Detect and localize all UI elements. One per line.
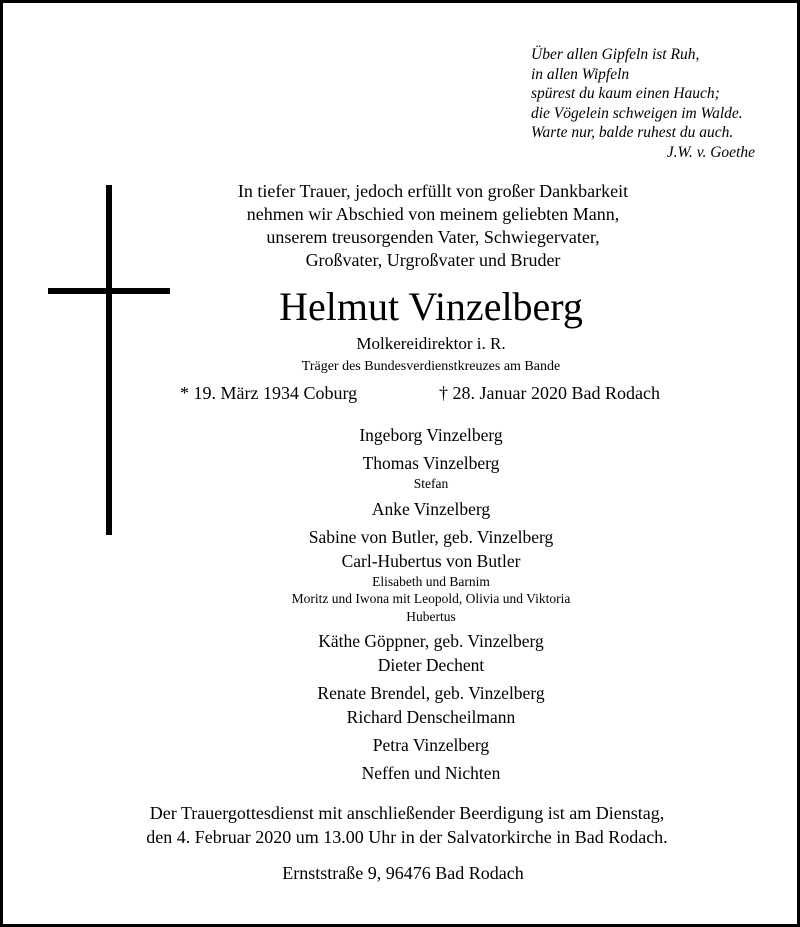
mourner-family: Elisabeth und Barnim — [372, 573, 490, 589]
goethe-poem — [531, 45, 761, 162]
mourner-name: Petra Vinzelberg — [372, 735, 490, 755]
mourner-name: Dieter Dechent — [377, 655, 485, 675]
family-address: Ernststraße 9, 96476 Bad Rodach — [282, 863, 524, 883]
service-line: den 4. Februar 2020 um 13.00 Uhr in der Salvatorkirche in Bad Rodach. — [146, 827, 668, 847]
poem-line: Warte nur, balde ruhest du auch. — [531, 124, 734, 141]
deceased-title: Molkereidirektor i. R. — [356, 334, 506, 353]
mourners-list — [31, 423, 800, 789]
intro-line: In tiefer Trauer, jedoch erfüllt von großer Dankbarkeit — [237, 181, 629, 201]
mourner-group — [31, 761, 800, 785]
mourner-group — [31, 451, 800, 493]
deceased-honor: Träger des Bundesverdienstkreuzes am Bande — [301, 359, 561, 374]
poem-line: spürest du kaum einen Hauch; — [531, 85, 720, 102]
mourner-family: Hubertus — [406, 608, 456, 624]
intro-line: unserem treusorgenden Vater, Schwiegervater, — [266, 227, 600, 247]
mourner-name: Ingeborg Vinzelberg — [359, 425, 503, 445]
poem-line: Über allen Gipfeln ist Ruh, — [531, 46, 700, 63]
birth-date: * 19. März 1934 Coburg — [180, 383, 358, 403]
mourner-name: Renate Brendel, geb. Vinzelberg — [317, 683, 545, 703]
mourner-group — [31, 733, 800, 757]
intro-line: nehmen wir Abschied von meinem geliebten Mann, — [246, 204, 620, 224]
mourner-name: Neffen und Nichten — [361, 763, 501, 783]
mourner-group — [31, 629, 800, 677]
mourner-name: Carl-Hubertus von Butler — [341, 550, 521, 571]
mourner-group — [31, 681, 800, 729]
mourner-family: Stefan — [413, 476, 449, 491]
mourner-name: Anke Vinzelberg — [371, 498, 491, 519]
mourner-name: Sabine von Butler, geb. Vinzelberg — [308, 526, 554, 547]
service-notice — [7, 801, 800, 849]
death-date: † 28. Januar 2020 Bad Rodach — [439, 383, 660, 403]
mourner-name: Käthe Göppner, geb. Vinzelberg — [318, 631, 544, 651]
mourner-name: Richard Denscheilmann — [346, 707, 516, 727]
service-line: Der Trauergottesdienst mit anschließender Beerdigung ist am Dienstag, — [149, 803, 665, 823]
mourner-group — [31, 525, 800, 626]
mourner-group — [31, 423, 800, 447]
mourner-group — [31, 497, 800, 521]
poem-line: die Vögelein schweigen im Walde. — [531, 104, 743, 122]
intro-line: Großvater, Urgroßvater und Bruder — [305, 250, 561, 270]
poem-line: in allen Wipfeln — [531, 65, 630, 83]
intro-text — [33, 180, 800, 272]
mourner-family: Moritz und Iwona mit Leopold, Olivia und Viktoria — [291, 591, 571, 606]
deceased-name: Helmut Vinzelberg — [279, 284, 583, 329]
poem-author: J.W. v. Goethe — [666, 143, 755, 161]
mourner-name: Thomas Vinzelberg — [362, 453, 500, 473]
